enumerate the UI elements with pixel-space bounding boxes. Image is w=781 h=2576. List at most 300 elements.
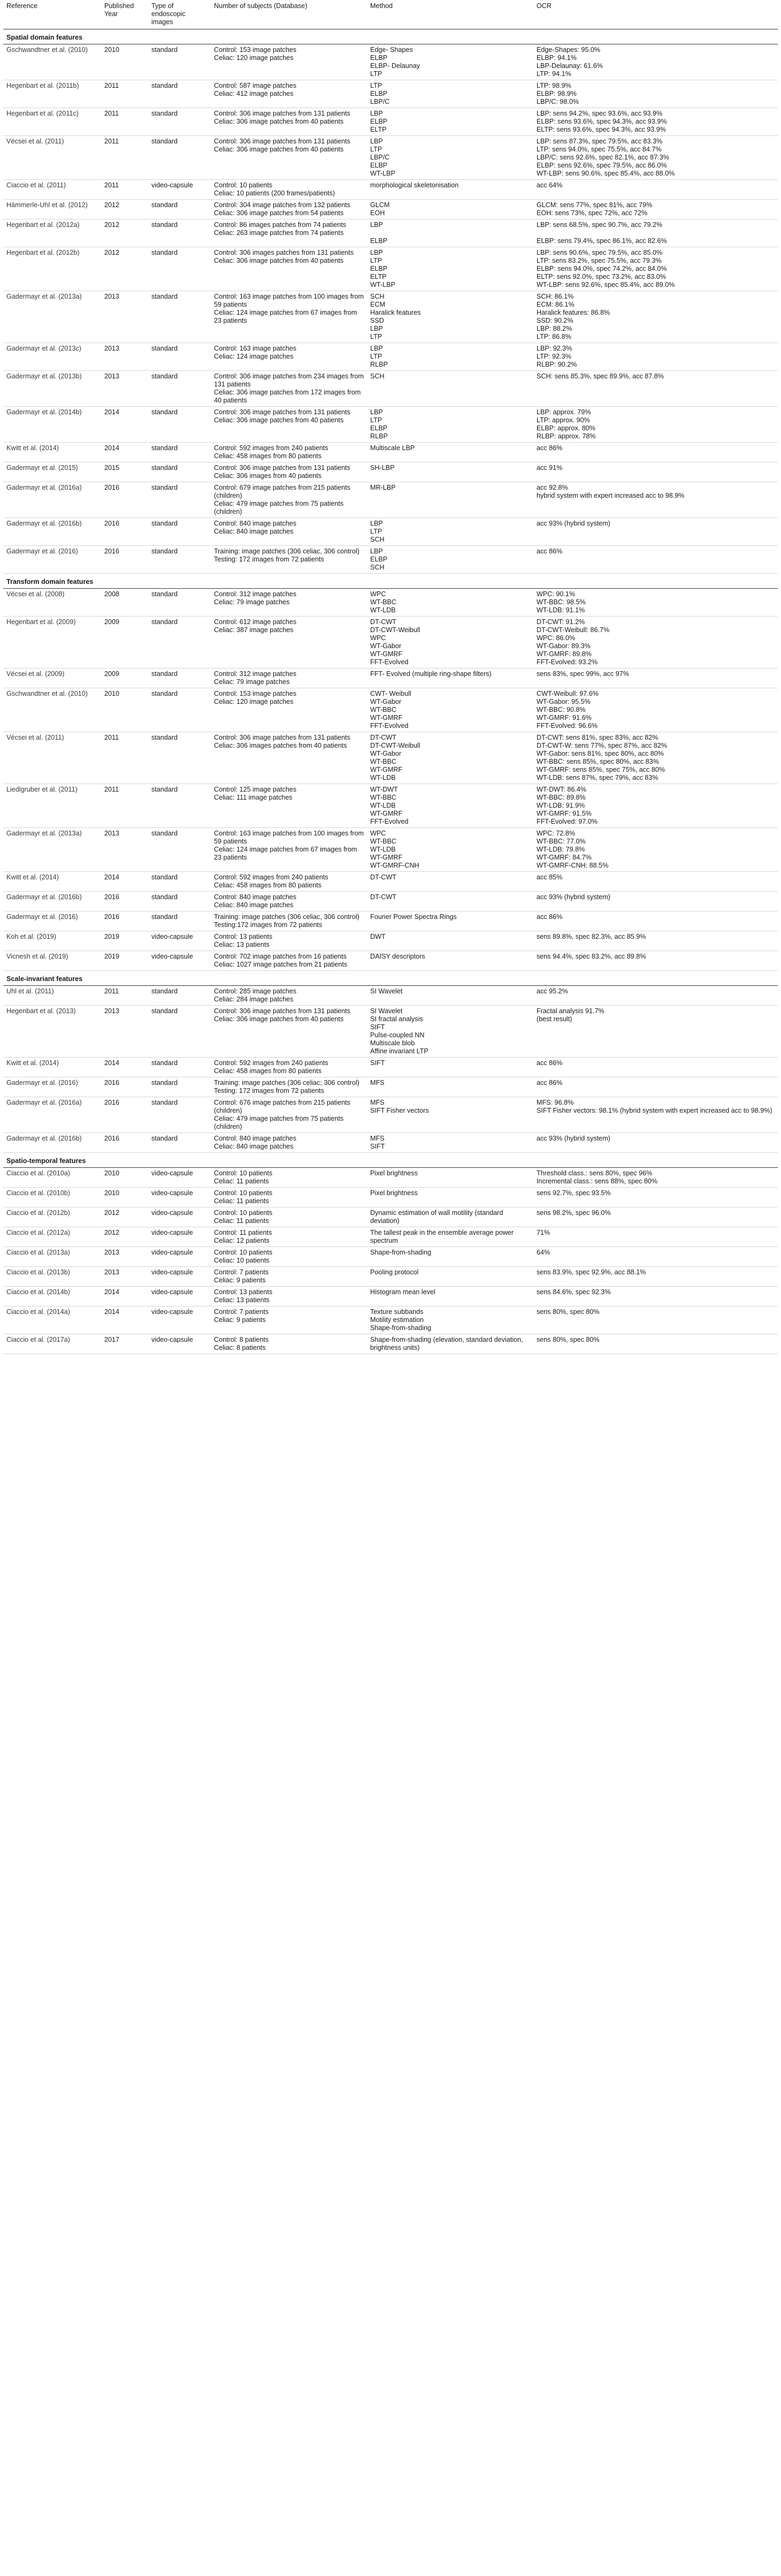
cell-method: WPC WT-BBC WT-LDB WT-GMRF WT-GMRF-CNH [367, 828, 533, 872]
cell-year: 2016 [101, 482, 148, 518]
cell-method: SI Wavelet SI fractal analysis SIFT Pulse-coupled NN Multiscale blob Affine invariant LTP [367, 1006, 533, 1058]
table-row [3, 1168, 778, 1188]
cell-reference: Gadermayr et al. (2016b) [3, 892, 101, 911]
cell-year: 2012 [101, 1207, 148, 1227]
cell-ocr: acc 92.8% hybrid system with expert increased acc to 98.9% [533, 482, 778, 518]
cell-ocr: SCH: 86.1% ECM: 86.1% Haralick features: 86.8% SSD: 90.2% LBP: 88.2% LTP: 86.8% [533, 291, 778, 343]
cell-method: LBP LTP ELBP RLBP [367, 407, 533, 443]
cell-year: 2014 [101, 407, 148, 443]
cell-reference: Liedlgruber et al. (2011) [3, 784, 101, 828]
table-row [3, 892, 778, 911]
cell-image-type: video-capsule [148, 1247, 211, 1267]
cell-reference: Gadermayr et al. (2014b) [3, 407, 101, 443]
cell-reference: Gadermayr et al. (2016) [3, 1077, 101, 1097]
cell-method: MFS [367, 1077, 533, 1097]
cell-ocr: Threshold class.: sens 80%, spec 96% Incremental class.: sens 88%, spec 80% [533, 1168, 778, 1188]
table-row [3, 1188, 778, 1207]
cell-reference: Ciaccio et al. (2010b) [3, 1188, 101, 1207]
cell-method: LBP LTP ELBP ELTP WT-LBP [367, 247, 533, 291]
cell-subjects: Control: 7 patients Celiac: 9 patients [211, 1267, 367, 1287]
cell-image-type: video-capsule [148, 1334, 211, 1354]
cell-method: Pixel brightness [367, 1168, 533, 1188]
header-ocr: OCR [533, 0, 778, 29]
cell-method: SIFT [367, 1058, 533, 1077]
cell-reference: Hegenbart et al. (2011c) [3, 108, 101, 136]
cell-image-type: standard [148, 911, 211, 931]
cell-ocr: acc 86% [533, 443, 778, 462]
cell-year: 2008 [101, 589, 148, 617]
cell-year: 2009 [101, 617, 148, 668]
cell-ocr: sens 80%, spec 80% [533, 1334, 778, 1354]
cell-ocr: LBP: sens 68.5%, spec 90.7%, acc 79.2% ELBP: sens 79.4%, spec 86.1%, acc 82.6% [533, 219, 778, 247]
cell-subjects: Control: 702 image patches from 16 patients Celiac: 1027 image patches from 21 patients [211, 951, 367, 971]
table-row [3, 108, 778, 136]
cell-year: 2016 [101, 546, 148, 574]
cell-image-type: video-capsule [148, 1227, 211, 1247]
cell-method: DT-CWT DT-CWT-Weibull WPC WT-Gabor WT-GMRF FFT-Evolved [367, 617, 533, 668]
cell-ocr: acc 93% (hybrid system) [533, 518, 778, 546]
cell-reference: Kwitt et al. (2014) [3, 872, 101, 892]
cell-reference: Ciaccio et al. (2012b) [3, 1207, 101, 1227]
cell-reference: Vécsei et al. (2008) [3, 589, 101, 617]
table-row [3, 911, 778, 931]
cell-ocr: sens 83.9%, spec 92.9%, acc 88.1% [533, 1267, 778, 1287]
cell-image-type: standard [148, 136, 211, 180]
cell-ocr: LBP: sens 87.3%, spec 79.5%, acc 83.3% LTP: sens 94.0%, spec 75.5%, acc 84.7% LBP/C: sens 92.6%, spec 82.1%, acc 87.3% ELBP: sens 92.6%, spec 79.5%, acc 86.0% WT-LBP: sens 90.6%, spec 85.4%, acc 88.0% [533, 136, 778, 180]
cell-reference: Gadermayr et al. (2013b) [3, 371, 101, 407]
cell-method: SI Wavelet [367, 986, 533, 1006]
cell-method: WPC WT-BBC WT-LDB [367, 589, 533, 617]
cell-subjects: Control: 10 patients Celiac: 11 patients [211, 1168, 367, 1188]
cell-ocr: WT-DWT: 86.4% WT-BBC: 89.8% WT-LDB: 91.9% WT-GMRF: 91.5% FFT-Evolved: 97.0% [533, 784, 778, 828]
cell-image-type: standard [148, 1058, 211, 1077]
cell-method: Pixel brightness [367, 1188, 533, 1207]
cell-image-type: standard [148, 589, 211, 617]
cell-ocr: acc 91% [533, 462, 778, 482]
cell-method: Shape-from-shading [367, 1247, 533, 1267]
cell-image-type: standard [148, 108, 211, 136]
cell-method: Edge- Shapes ELBP ELBP- Delaunay LTP [367, 44, 533, 80]
cell-reference: Gadermayr et al. (2016a) [3, 1097, 101, 1133]
cell-reference: Hegenbart et al. (2013) [3, 1006, 101, 1058]
cell-subjects: Control: 10 patients Celiac: 11 patients [211, 1207, 367, 1227]
cell-reference: Ciaccio et al. (2013a) [3, 1247, 101, 1267]
cell-image-type: standard [148, 44, 211, 80]
cell-subjects: Control: 163 image patches Celiac: 124 image patches [211, 343, 367, 371]
cell-image-type: standard [148, 371, 211, 407]
literature-table [3, 0, 778, 1354]
table-row [3, 482, 778, 518]
cell-reference: Gadermayr et al. (2015) [3, 462, 101, 482]
cell-reference: Ciaccio et al. (2014a) [3, 1306, 101, 1334]
cell-ocr: Fractal analysis 91.7% (best result) [533, 1006, 778, 1058]
header-subjects: Number of subjects (Database) [211, 0, 367, 29]
cell-reference: Ciaccio et al. (2010a) [3, 1168, 101, 1188]
cell-ocr: sens 94.4%, spec 83.2%, acc 89.8% [533, 951, 778, 971]
cell-subjects: Control: 306 image patches from 131 patients Celiac: 306 image patches from 40 patients [211, 108, 367, 136]
cell-reference: Kwitt et al. (2014) [3, 443, 101, 462]
cell-method: CWT- Weibull WT-Gabor WT-BBC WT-GMRF FFT-Evolved [367, 688, 533, 732]
cell-method: Histogram mean level [367, 1287, 533, 1306]
table-body [3, 29, 778, 1354]
cell-subjects: Control: 676 image patches from 215 patients (children) Celiac: 479 image patches from 75 patients (children) [211, 1097, 367, 1133]
cell-year: 2011 [101, 136, 148, 180]
cell-ocr: sens 98.2%, spec 96.0% [533, 1207, 778, 1227]
cell-ocr: sens 89.8%, spec 82.3%, acc 85.9% [533, 931, 778, 951]
cell-year: 2014 [101, 1058, 148, 1077]
table-row [3, 1306, 778, 1334]
cell-image-type: standard [148, 828, 211, 872]
cell-reference: Gschwandtner et al. (2010) [3, 44, 101, 80]
cell-year: 2016 [101, 892, 148, 911]
cell-subjects: Control: 13 patients Celiac: 13 patients [211, 1287, 367, 1306]
cell-year: 2016 [101, 1133, 148, 1153]
table-row [3, 1247, 778, 1267]
cell-year: 2011 [101, 732, 148, 784]
cell-ocr: sens 92.7%, spec 93.5% [533, 1188, 778, 1207]
cell-image-type: standard [148, 872, 211, 892]
cell-image-type: video-capsule [148, 1287, 211, 1306]
cell-year: 2011 [101, 784, 148, 828]
cell-method: LBP LTP RLBP [367, 343, 533, 371]
cell-subjects: Control: 587 image patches Celiac: 412 image patches [211, 80, 367, 108]
cell-method: The tallest peak in the ensemble average power spectrum [367, 1227, 533, 1247]
cell-year: 2012 [101, 219, 148, 247]
cell-ocr: 64% [533, 1247, 778, 1267]
section-header [3, 971, 778, 986]
cell-method: DT-CWT [367, 892, 533, 911]
table-row [3, 343, 778, 371]
cell-year: 2013 [101, 291, 148, 343]
table-row [3, 951, 778, 971]
cell-method: Multiscale LBP [367, 443, 533, 462]
cell-year: 2013 [101, 1006, 148, 1058]
cell-image-type: standard [148, 1006, 211, 1058]
table-header [3, 0, 778, 29]
cell-reference: Hegenbart et al. (2009) [3, 617, 101, 668]
cell-ocr: sens 83%, spec 99%, acc 97% [533, 668, 778, 688]
table-row [3, 1077, 778, 1097]
cell-image-type: standard [148, 688, 211, 732]
table-row [3, 589, 778, 617]
cell-ocr: LBP: sens 94.2%, spec 93.6%, acc 93.9% ELBP: sens 93.6%, spec 94.3%, acc 93.9% ELTP: sens 93.6%, spec 94.3%, acc 93.9% [533, 108, 778, 136]
cell-year: 2014 [101, 443, 148, 462]
cell-ocr: sens 80%, spec 80% [533, 1306, 778, 1334]
cell-method: MFS SIFT [367, 1133, 533, 1153]
cell-year: 2013 [101, 1267, 148, 1287]
cell-method: SH-LBP [367, 462, 533, 482]
cell-image-type: standard [148, 482, 211, 518]
table-row [3, 931, 778, 951]
cell-reference: Uhl et al. (2011) [3, 986, 101, 1006]
table-row [3, 462, 778, 482]
cell-subjects: Control: 153 image patches Celiac: 120 image patches [211, 44, 367, 80]
cell-method: LBP ELBP ELTP [367, 108, 533, 136]
cell-image-type: standard [148, 668, 211, 688]
cell-ocr: acc 64% [533, 180, 778, 200]
section-title: Spatial domain features [3, 29, 778, 44]
cell-year: 2016 [101, 911, 148, 931]
cell-year: 2014 [101, 1306, 148, 1334]
table-row [3, 617, 778, 668]
cell-ocr: acc 86% [533, 546, 778, 574]
cell-image-type: standard [148, 443, 211, 462]
cell-method: WT-DWT WT-BBC WT-LDB WT-GMRF FFT-Evolved [367, 784, 533, 828]
cell-reference: Ciaccio et al. (2012a) [3, 1227, 101, 1247]
table-row [3, 828, 778, 872]
cell-image-type: standard [148, 617, 211, 668]
cell-subjects: Control: 592 images from 240 patients Celiac: 458 images from 80 patients [211, 1058, 367, 1077]
cell-subjects: Control: 10 patients Celiac: 10 patients (200 frames/patients) [211, 180, 367, 200]
cell-year: 2016 [101, 1077, 148, 1097]
cell-year: 2011 [101, 80, 148, 108]
cell-method: Pooling protocol [367, 1267, 533, 1287]
cell-subjects: Control: 306 image patches from 131 patients Celiac: 306 images from 40 patients [211, 462, 367, 482]
header-row [3, 0, 778, 29]
cell-image-type: video-capsule [148, 1188, 211, 1207]
cell-method: GLCM EOH [367, 200, 533, 219]
table-row [3, 1006, 778, 1058]
cell-reference: Gadermayr et al. (2016b) [3, 518, 101, 546]
cell-image-type: standard [148, 784, 211, 828]
cell-year: 2016 [101, 518, 148, 546]
cell-year: 2015 [101, 462, 148, 482]
cell-subjects: Training: image patches (306 celiac; 306 control) Testing: 172 images from 72 patients [211, 1077, 367, 1097]
cell-method: Shape-from-shading (elevation, standard deviation, brightness units) [367, 1334, 533, 1354]
cell-subjects: Control: 840 image patches Celiac: 840 image patches [211, 892, 367, 911]
cell-reference: Hegenbart et al. (2011b) [3, 80, 101, 108]
table-row [3, 1133, 778, 1153]
table-row [3, 1097, 778, 1133]
cell-year: 2011 [101, 986, 148, 1006]
cell-ocr: GLCM: sens 77%, spec 81%, acc 79% EOH: sens 73%, spec 72%, acc 72% [533, 200, 778, 219]
cell-method: FFT- Evolved (multiple ring-shape filters) [367, 668, 533, 688]
cell-subjects: Control: 679 image patches from 215 patients (children) Celiac: 479 image patches from 75 patients (children) [211, 482, 367, 518]
table-row [3, 180, 778, 200]
cell-reference: Gadermayr et al. (2016) [3, 911, 101, 931]
cell-reference: Vécsei et al. (2009) [3, 668, 101, 688]
cell-method: DWT [367, 931, 533, 951]
cell-year: 2009 [101, 668, 148, 688]
cell-method: Texture subbands Motility estimation Shape-from-shading [367, 1306, 533, 1334]
cell-ocr: CWT-Weibull: 97.6% WT-Gabor: 95.5% WT-BBC: 90.8% WT-GMRF: 91.6% FFT-Evolved: 96.6% [533, 688, 778, 732]
cell-reference: Vécsei et al. (2011) [3, 136, 101, 180]
cell-method: DT-CWT DT-CWT-Weibull WT-Gabor WT-BBC WT-GMRF WT-LDB [367, 732, 533, 784]
cell-reference: Gadermayr et al. (2013a) [3, 291, 101, 343]
cell-method: LBP LTP LBP/C ELBP WT-LBP [367, 136, 533, 180]
header-method: Method [367, 0, 533, 29]
cell-subjects: Control: 10 patients Celiac: 10 patients [211, 1247, 367, 1267]
cell-reference: Gadermayr et al. (2016) [3, 546, 101, 574]
cell-ocr: acc 95.2% [533, 986, 778, 1006]
cell-subjects: Control: 86 images patches from 74 patients Celiac: 263 image patches from 74 patients [211, 219, 367, 247]
cell-subjects: Control: 312 image patches Celiac: 79 image patches [211, 589, 367, 617]
cell-year: 2012 [101, 200, 148, 219]
table-row [3, 247, 778, 291]
table-row [3, 371, 778, 407]
table-row [3, 200, 778, 219]
cell-ocr: acc 86% [533, 911, 778, 931]
cell-reference: Hegenbart et al. (2012b) [3, 247, 101, 291]
section-header [3, 29, 778, 44]
table-row [3, 1267, 778, 1287]
table-row [3, 136, 778, 180]
table-row [3, 1227, 778, 1247]
table-row [3, 518, 778, 546]
cell-subjects: Training: image patches (306 celiac, 306 control) Testing: 172 images from 72 patients [211, 546, 367, 574]
table-row [3, 80, 778, 108]
table-row [3, 1287, 778, 1306]
table-row [3, 668, 778, 688]
cell-ocr: acc 86% [533, 1058, 778, 1077]
cell-ocr: acc 93% (hybrid system) [533, 892, 778, 911]
cell-subjects: Control: 285 image patches Celiac: 284 image patches [211, 986, 367, 1006]
table-row [3, 291, 778, 343]
cell-subjects: Control: 7 patients Celiac: 9 patients [211, 1306, 367, 1334]
cell-ocr: LBP: approx. 79% LTP: approx. 90% ELBP: approx. 80% RLBP: approx. 78% [533, 407, 778, 443]
cell-method: Dynamic estimation of wall motility (standard deviation) [367, 1207, 533, 1227]
cell-ocr: MFS: 96.8% SIFT Fisher vectors: 98.1% (hybrid system with expert increased acc to 98.9%) [533, 1097, 778, 1133]
table-row [3, 443, 778, 462]
table-row [3, 732, 778, 784]
header-reference: Reference [3, 0, 101, 29]
cell-method: DT-CWT [367, 872, 533, 892]
cell-image-type: standard [148, 518, 211, 546]
cell-image-type: standard [148, 732, 211, 784]
cell-method: SCH ECM Haralick features SSD LBP LTP [367, 291, 533, 343]
section-title: Scale-invariant features [3, 971, 778, 986]
cell-image-type: standard [148, 546, 211, 574]
cell-year: 2010 [101, 1188, 148, 1207]
cell-year: 2019 [101, 951, 148, 971]
cell-reference: Kwitt et al. (2014) [3, 1058, 101, 1077]
cell-image-type: standard [148, 80, 211, 108]
cell-subjects: Control: 13 patients Celiac: 13 patients [211, 931, 367, 951]
header-image-type: Type of endoscopic images [148, 0, 211, 29]
cell-year: 2017 [101, 1334, 148, 1354]
cell-method: DAISY descriptors [367, 951, 533, 971]
table-row [3, 986, 778, 1006]
cell-subjects: Control: 163 image patches from 100 images from 59 patients Celiac: 124 image patches from 67 images from 23 patients [211, 291, 367, 343]
cell-ocr: WPC: 72.8% WT-BBC: 77.0% WT-LDB: 79.8% WT-GMRF: 84.7% WT-GMRF-CNH: 88.5% [533, 828, 778, 872]
cell-year: 2016 [101, 1097, 148, 1133]
cell-ocr: 71% [533, 1227, 778, 1247]
cell-reference: Gadermayr et al. (2013a) [3, 828, 101, 872]
cell-subjects: Control: 840 image patches Celiac: 840 image patches [211, 1133, 367, 1153]
cell-image-type: standard [148, 407, 211, 443]
cell-subjects: Control: 8 patients Celiac: 8 patients [211, 1334, 367, 1354]
cell-method: LTP ELBP LBP/C [367, 80, 533, 108]
cell-subjects: Control: 306 image patches from 131 patients Celiac: 306 image patches from 40 patients [211, 1006, 367, 1058]
cell-method: MR-LBP [367, 482, 533, 518]
cell-year: 2010 [101, 44, 148, 80]
table-row [3, 44, 778, 80]
cell-method: LBP ELBP SCH [367, 546, 533, 574]
cell-method: morphological skeletonisation [367, 180, 533, 200]
cell-year: 2013 [101, 343, 148, 371]
table-row [3, 1058, 778, 1077]
cell-image-type: standard [148, 1077, 211, 1097]
table-row [3, 872, 778, 892]
cell-year: 2011 [101, 108, 148, 136]
table-row [3, 1207, 778, 1227]
cell-subjects: Control: 840 image patches Celiac: 840 image patches [211, 518, 367, 546]
cell-reference: Vécsei et al. (2011) [3, 732, 101, 784]
cell-year: 2013 [101, 371, 148, 407]
cell-reference: Gadermayr et al. (2016b) [3, 1133, 101, 1153]
cell-year: 2012 [101, 1227, 148, 1247]
cell-ocr: LBP: 92.3% LTP: 92.3% RLBP: 90.2% [533, 343, 778, 371]
table-row [3, 219, 778, 247]
cell-subjects: Control: 306 image patches from 131 patients Celiac: 306 image patches from 40 patients [211, 407, 367, 443]
cell-year: 2010 [101, 1168, 148, 1188]
cell-image-type: standard [148, 986, 211, 1006]
table-row [3, 688, 778, 732]
cell-reference: Ciaccio et al. (2014b) [3, 1287, 101, 1306]
cell-subjects: Control: 153 image patches Celiac: 120 image patches [211, 688, 367, 732]
cell-image-type: video-capsule [148, 1306, 211, 1334]
table-row [3, 1334, 778, 1354]
cell-year: 2019 [101, 931, 148, 951]
cell-ocr: DT-CWT: 91.2% DT-CWT-Weibull: 86.7% WPC: 86.0% WT-Gabor: 89.3% WT-GMRF: 89.8% FFT-Evolved: 93.2% [533, 617, 778, 668]
cell-image-type: video-capsule [148, 951, 211, 971]
table-row [3, 407, 778, 443]
cell-method: SCH [367, 371, 533, 407]
cell-method: MFS SIFT Fisher vectors [367, 1097, 533, 1133]
cell-image-type: video-capsule [148, 1267, 211, 1287]
cell-subjects: Control: 312 image patches Celiac: 79 image patches [211, 668, 367, 688]
cell-ocr: SCH: sens 85.3%, spec 89.9%, acc 87.8% [533, 371, 778, 407]
cell-reference: Hämmerle-Uhl et al. (2012) [3, 200, 101, 219]
section-title: Transform domain features [3, 574, 778, 589]
cell-reference: Ciaccio et al. (2013b) [3, 1267, 101, 1287]
cell-year: 2013 [101, 1247, 148, 1267]
cell-subjects: Control: 304 image patches from 132 patients Celiac: 306 image patches from 54 patients [211, 200, 367, 219]
cell-image-type: video-capsule [148, 931, 211, 951]
table-row [3, 546, 778, 574]
cell-ocr: sens 84.6%, spec 92.3% [533, 1287, 778, 1306]
cell-subjects: Control: 11 patients Celiac: 12 patients [211, 1227, 367, 1247]
section-header [3, 1153, 778, 1168]
cell-year: 2012 [101, 247, 148, 291]
section-header [3, 574, 778, 589]
cell-ocr: LBP: sens 90.6%, spec 79.5%, acc 85.0% LTP: sens 83.2%, spec 75.5%, acc 79.3% ELBP: sens 94.0%, spec 74.2%, acc 84.0% ELTP: sens 92.0%, spec 73.2%, acc 83.0% WT-LBP: sens 92.6%, spec 85.4%, acc 89.0% [533, 247, 778, 291]
cell-ocr: DT-CWT: sens 81%, spec 83%, acc 82% DT-CWT-W: sens 77%, spec 87%, acc 82% WT-Gabor: sens 81%, spec 80%, acc 80% WT-BBC: sens 85%, spec 80%, acc 83% WT-GMRF: sens 85%, spec 75%, acc 80% WT-LDB: sens 87%, spec 79%, acc 83% [533, 732, 778, 784]
cell-image-type: standard [148, 892, 211, 911]
cell-ocr: acc 86% [533, 1077, 778, 1097]
cell-image-type: standard [148, 462, 211, 482]
cell-subjects: Control: 10 patients Celiac: 11 patients [211, 1188, 367, 1207]
header-published-year: Published Year [101, 0, 148, 29]
section-title: Spatio-temporal features [3, 1153, 778, 1168]
cell-image-type: standard [148, 1097, 211, 1133]
cell-ocr: Edge-Shapes: 95.0% ELBP: 94.1% LBP-Delaunay: 61.6% LTP: 94.1% [533, 44, 778, 80]
cell-image-type: video-capsule [148, 180, 211, 200]
cell-reference: Gadermayr et al. (2013c) [3, 343, 101, 371]
cell-image-type: video-capsule [148, 1207, 211, 1227]
cell-method: LBP LTP SCH [367, 518, 533, 546]
cell-year: 2013 [101, 828, 148, 872]
cell-year: 2014 [101, 872, 148, 892]
cell-image-type: standard [148, 200, 211, 219]
cell-reference: Hegenbart et al. (2012a) [3, 219, 101, 247]
cell-subjects: Training: image patches (306 celiac, 306 control) Testing:172 images from 72 patients [211, 911, 367, 931]
cell-year: 2010 [101, 688, 148, 732]
cell-image-type: standard [148, 1133, 211, 1153]
cell-reference: Gadermayr et al. (2016a) [3, 482, 101, 518]
table-row [3, 784, 778, 828]
cell-subjects: Control: 306 image patches from 234 images from 131 patients Celiac: 306 image patches from 172 images from 40 patients [211, 371, 367, 407]
